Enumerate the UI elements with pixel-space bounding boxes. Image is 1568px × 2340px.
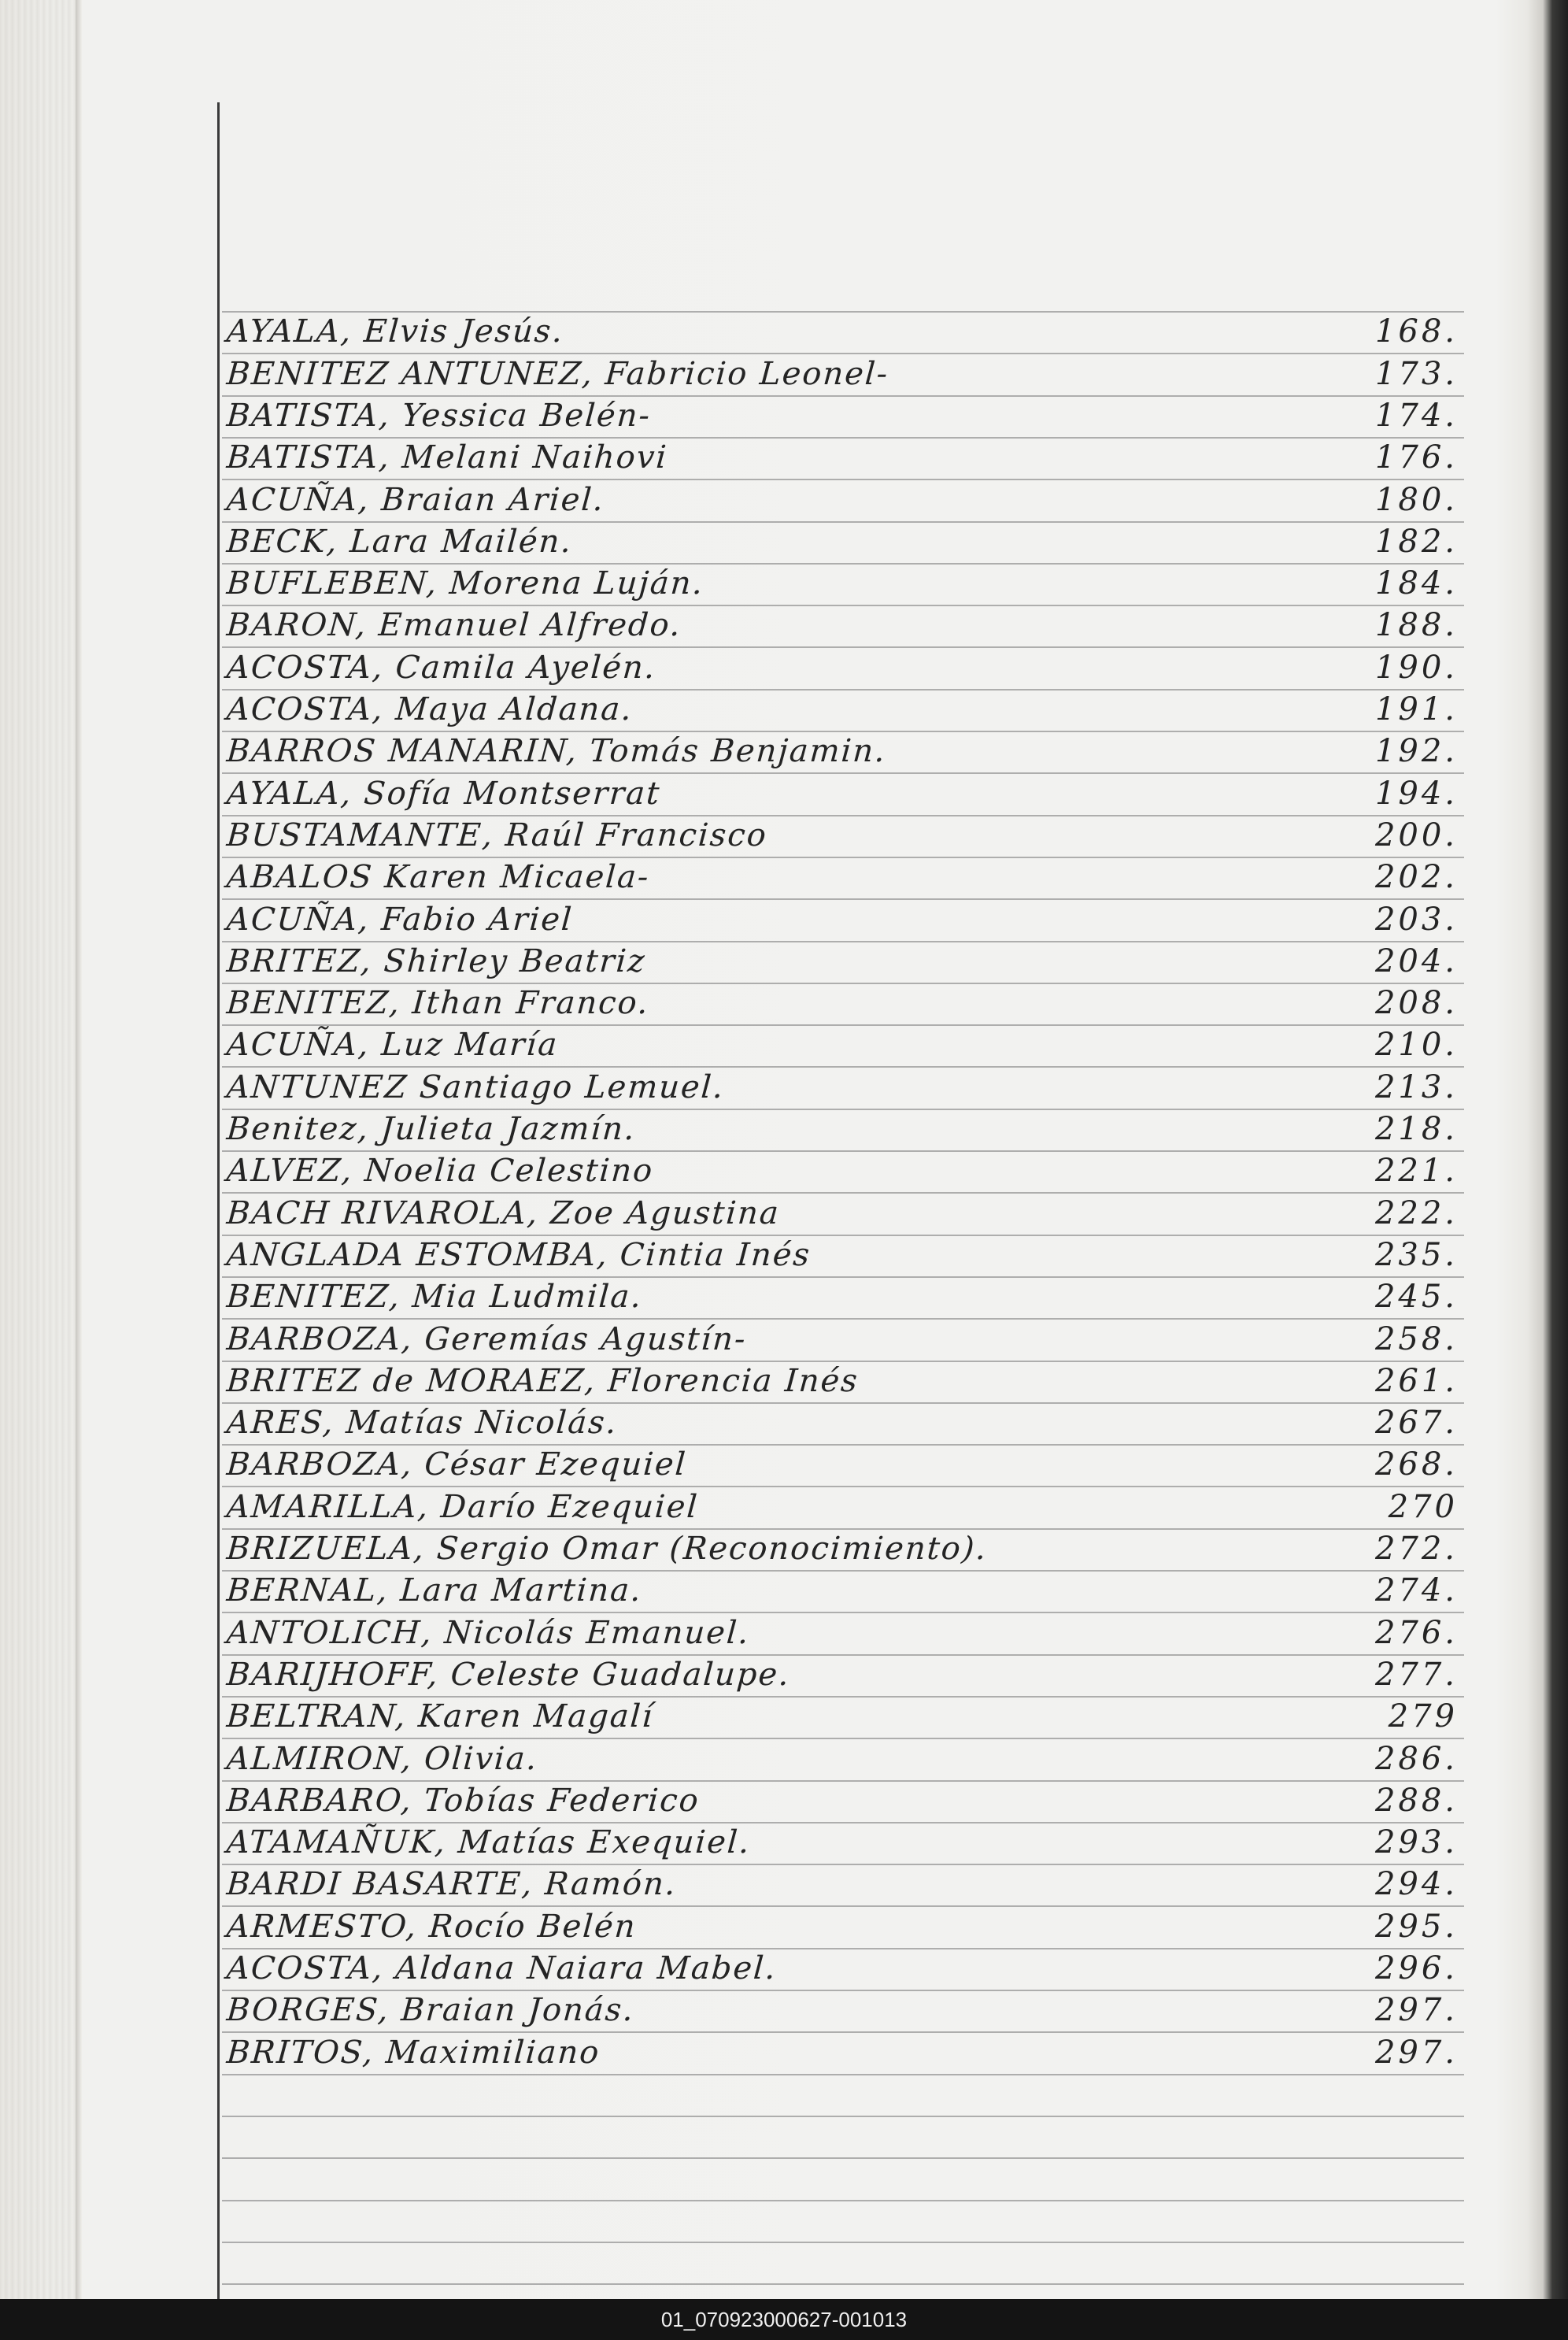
entry-page-number: 194. bbox=[1374, 775, 1458, 812]
index-entry bbox=[222, 395, 1481, 437]
index-entry bbox=[222, 1906, 1481, 1948]
entry-name: AYALA, Elvis Jesús. bbox=[225, 313, 565, 350]
entry-page-number: 173. bbox=[1374, 355, 1458, 392]
index-entry bbox=[222, 1402, 1481, 1444]
entry-page-number: 182. bbox=[1374, 523, 1458, 560]
entry-name: BENITEZ, Ithan Franco. bbox=[225, 985, 651, 1022]
entry-name: BARON, Emanuel Alfredo. bbox=[225, 607, 683, 644]
entry-name: BARROS MANARIN, Tomás Benjamin. bbox=[225, 733, 888, 770]
ruled-line bbox=[222, 2074, 1464, 2075]
entry-page-number: 184. bbox=[1374, 565, 1458, 602]
entry-page-number: 191. bbox=[1374, 691, 1458, 728]
entry-name: ANTUNEZ Santiago Lemuel. bbox=[225, 1068, 726, 1105]
entry-page-number: 270 bbox=[1388, 1488, 1458, 1525]
entry-name: ACOSTA, Maya Aldana. bbox=[225, 691, 634, 728]
entry-page-number: 261. bbox=[1374, 1362, 1458, 1399]
entry-name: ACUÑA, Fabio Ariel bbox=[225, 901, 575, 938]
entry-page-number: 235. bbox=[1374, 1236, 1458, 1273]
entry-name: BENITEZ, Mia Ludmila. bbox=[225, 1279, 644, 1316]
index-entry bbox=[222, 857, 1481, 898]
index-entry bbox=[222, 1780, 1481, 1822]
entry-name: Benitez, Julieta Jazmín. bbox=[225, 1111, 638, 1147]
entry-page-number: 200. bbox=[1374, 816, 1458, 853]
index-entry bbox=[222, 689, 1481, 731]
index-entry bbox=[222, 1024, 1481, 1066]
index-entry bbox=[222, 1696, 1481, 1738]
entry-name: BATISTA, Melani Naihovi bbox=[225, 439, 669, 476]
index-entry bbox=[222, 1235, 1481, 1276]
entry-name: BRIZUELA, Sergio Omar (Reconocimiento). bbox=[225, 1531, 989, 1567]
index-entry bbox=[222, 1654, 1481, 1696]
entry-name: BENITEZ ANTUNEZ, Fabricio Leonel- bbox=[225, 355, 890, 392]
ruled-line bbox=[222, 2283, 1464, 2285]
entry-name: BARIJHOFF, Celeste Guadalupe. bbox=[225, 1656, 792, 1693]
entry-name: ATAMAÑUK, Matías Exequiel. bbox=[225, 1824, 753, 1861]
entry-page-number: 218. bbox=[1374, 1111, 1458, 1147]
index-entry bbox=[222, 731, 1481, 772]
index-entry bbox=[222, 1444, 1481, 1486]
entry-name: BRITEZ de MORAEZ, Florencia Inés bbox=[225, 1362, 860, 1399]
entry-page-number: 210. bbox=[1374, 1027, 1458, 1064]
entry-page-number: 208. bbox=[1374, 985, 1458, 1022]
index-entry bbox=[222, 2032, 1481, 2074]
entry-name: BARBOZA, Geremías Agustín- bbox=[225, 1320, 749, 1357]
index-entry bbox=[222, 1570, 1481, 1612]
entry-name: BARBOZA, César Ezequiel bbox=[225, 1446, 689, 1483]
entry-page-number: 176. bbox=[1374, 439, 1458, 476]
entry-page-number: 203. bbox=[1374, 901, 1458, 938]
entry-name: ANGLADA ESTOMBA, Cintia Inés bbox=[225, 1236, 812, 1273]
index-entry bbox=[222, 983, 1481, 1024]
index-entry bbox=[222, 605, 1481, 646]
index-entry bbox=[222, 1528, 1481, 1570]
entry-page-number: 258. bbox=[1374, 1320, 1458, 1357]
left-margin-rule bbox=[217, 102, 220, 2299]
entry-name: ARES, Matías Nicolás. bbox=[225, 1405, 619, 1442]
entry-name: BRITEZ, Shirley Beatriz bbox=[225, 942, 648, 979]
image-id-label: 01_070923000627-001013 bbox=[660, 2308, 908, 2331]
entry-name: ALMIRON, Olivia. bbox=[225, 1740, 539, 1777]
ruled-line bbox=[222, 2242, 1464, 2243]
index-entry bbox=[222, 563, 1481, 605]
index-entry bbox=[222, 311, 1481, 353]
entry-page-number: 221. bbox=[1374, 1153, 1458, 1190]
index-entry bbox=[222, 354, 1481, 395]
index-entry bbox=[222, 521, 1481, 563]
entry-page-number: 213. bbox=[1374, 1068, 1458, 1105]
entry-name: BELTRAN, Karen Magalí bbox=[225, 1698, 655, 1735]
entry-page-number: 286. bbox=[1374, 1740, 1458, 1777]
entry-name: ACOSTA, Aldana Naiara Mabel. bbox=[225, 1950, 778, 1986]
index-entry bbox=[222, 479, 1481, 521]
stacked-page-edges bbox=[0, 0, 79, 2299]
entry-name: BRITOS, Maximiliano bbox=[225, 2034, 601, 2071]
index-entry bbox=[222, 1948, 1481, 1990]
entry-page-number: 204. bbox=[1374, 942, 1458, 979]
entry-page-number: 174. bbox=[1374, 397, 1458, 434]
index-entry bbox=[222, 941, 1481, 983]
index-entry bbox=[222, 899, 1481, 941]
entry-name: AMARILLA, Darío Ezequiel bbox=[225, 1488, 700, 1525]
entry-page-number: 268. bbox=[1374, 1446, 1458, 1483]
index-entry bbox=[222, 437, 1481, 479]
entry-page-number: 279 bbox=[1388, 1698, 1458, 1735]
index-entry bbox=[222, 1822, 1481, 1864]
entry-page-number: 192. bbox=[1374, 733, 1458, 770]
entry-page-number: 296. bbox=[1374, 1950, 1458, 1986]
entry-page-number: 295. bbox=[1374, 1908, 1458, 1945]
entry-page-number: 288. bbox=[1374, 1782, 1458, 1819]
index-entry bbox=[222, 1487, 1481, 1528]
entry-name: BARBARO, Tobías Federico bbox=[225, 1782, 701, 1819]
ruled-line bbox=[222, 2116, 1464, 2117]
entry-name: AYALA, Sofía Montserrat bbox=[225, 775, 662, 812]
entry-page-number: 294. bbox=[1374, 1866, 1458, 1903]
index-entry bbox=[222, 1612, 1481, 1654]
entry-name: ACOSTA, Camila Ayelén. bbox=[225, 649, 658, 686]
entry-name: BACH RIVAROLA, Zoe Agustina bbox=[225, 1194, 782, 1231]
page-fold-shadow bbox=[76, 0, 82, 2299]
index-entry bbox=[222, 1067, 1481, 1109]
entry-name: ACUÑA, Braian Ariel. bbox=[225, 481, 606, 518]
entry-page-number: 297. bbox=[1374, 2034, 1458, 2071]
entry-name: BUFLEBEN, Morena Luján. bbox=[225, 565, 705, 602]
index-entry bbox=[222, 1150, 1481, 1192]
entry-page-number: 267. bbox=[1374, 1405, 1458, 1442]
entry-page-number: 293. bbox=[1374, 1824, 1458, 1861]
entry-name: BERNAL, Lara Martina. bbox=[225, 1572, 644, 1609]
entry-page-number: 188. bbox=[1374, 607, 1458, 644]
ruled-line bbox=[222, 2200, 1464, 2201]
entry-page-number: 276. bbox=[1374, 1614, 1458, 1651]
entry-name: BARDI BASARTE, Ramón. bbox=[225, 1866, 679, 1903]
entry-name: BUSTAMANTE, Raúl Francisco bbox=[225, 816, 769, 853]
entry-name: ACUÑA, Luz María bbox=[225, 1027, 560, 1064]
index-entry bbox=[222, 1193, 1481, 1235]
entry-page-number: 180. bbox=[1374, 481, 1458, 518]
entry-page-number: 277. bbox=[1374, 1656, 1458, 1693]
index-entry bbox=[222, 1361, 1481, 1402]
index-entry bbox=[222, 647, 1481, 689]
entry-page-number: 245. bbox=[1374, 1279, 1458, 1316]
entry-name: BECK, Lara Mailén. bbox=[225, 523, 574, 560]
entry-page-number: 272. bbox=[1374, 1531, 1458, 1567]
index-entry bbox=[222, 1738, 1481, 1780]
entry-page-number: 168. bbox=[1374, 313, 1458, 350]
ruled-line bbox=[222, 2157, 1464, 2159]
index-entry bbox=[222, 1864, 1481, 1905]
index-entry bbox=[222, 773, 1481, 815]
entry-name: ARMESTO, Rocío Belén bbox=[225, 1908, 638, 1945]
index-entry bbox=[222, 1276, 1481, 1318]
entry-page-number: 297. bbox=[1374, 1992, 1458, 2029]
entry-page-number: 222. bbox=[1374, 1194, 1458, 1231]
index-entry bbox=[222, 1109, 1481, 1150]
entry-name: BATISTA, Yessica Belén- bbox=[225, 397, 653, 434]
entry-name: ALVEZ, Noelia Celestino bbox=[225, 1153, 655, 1190]
index-entry bbox=[222, 1990, 1481, 2031]
entry-name: ANTOLICH, Nicolás Emanuel. bbox=[225, 1614, 752, 1651]
index-entry bbox=[222, 815, 1481, 857]
entry-name: BORGES, Braian Jonás. bbox=[225, 1992, 636, 2029]
index-entry bbox=[222, 1319, 1481, 1361]
entry-page-number: 274. bbox=[1374, 1572, 1458, 1609]
entry-page-number: 202. bbox=[1374, 859, 1458, 896]
entry-page-number: 190. bbox=[1374, 649, 1458, 686]
entry-name: ABALOS Karen Micaela- bbox=[225, 859, 652, 896]
